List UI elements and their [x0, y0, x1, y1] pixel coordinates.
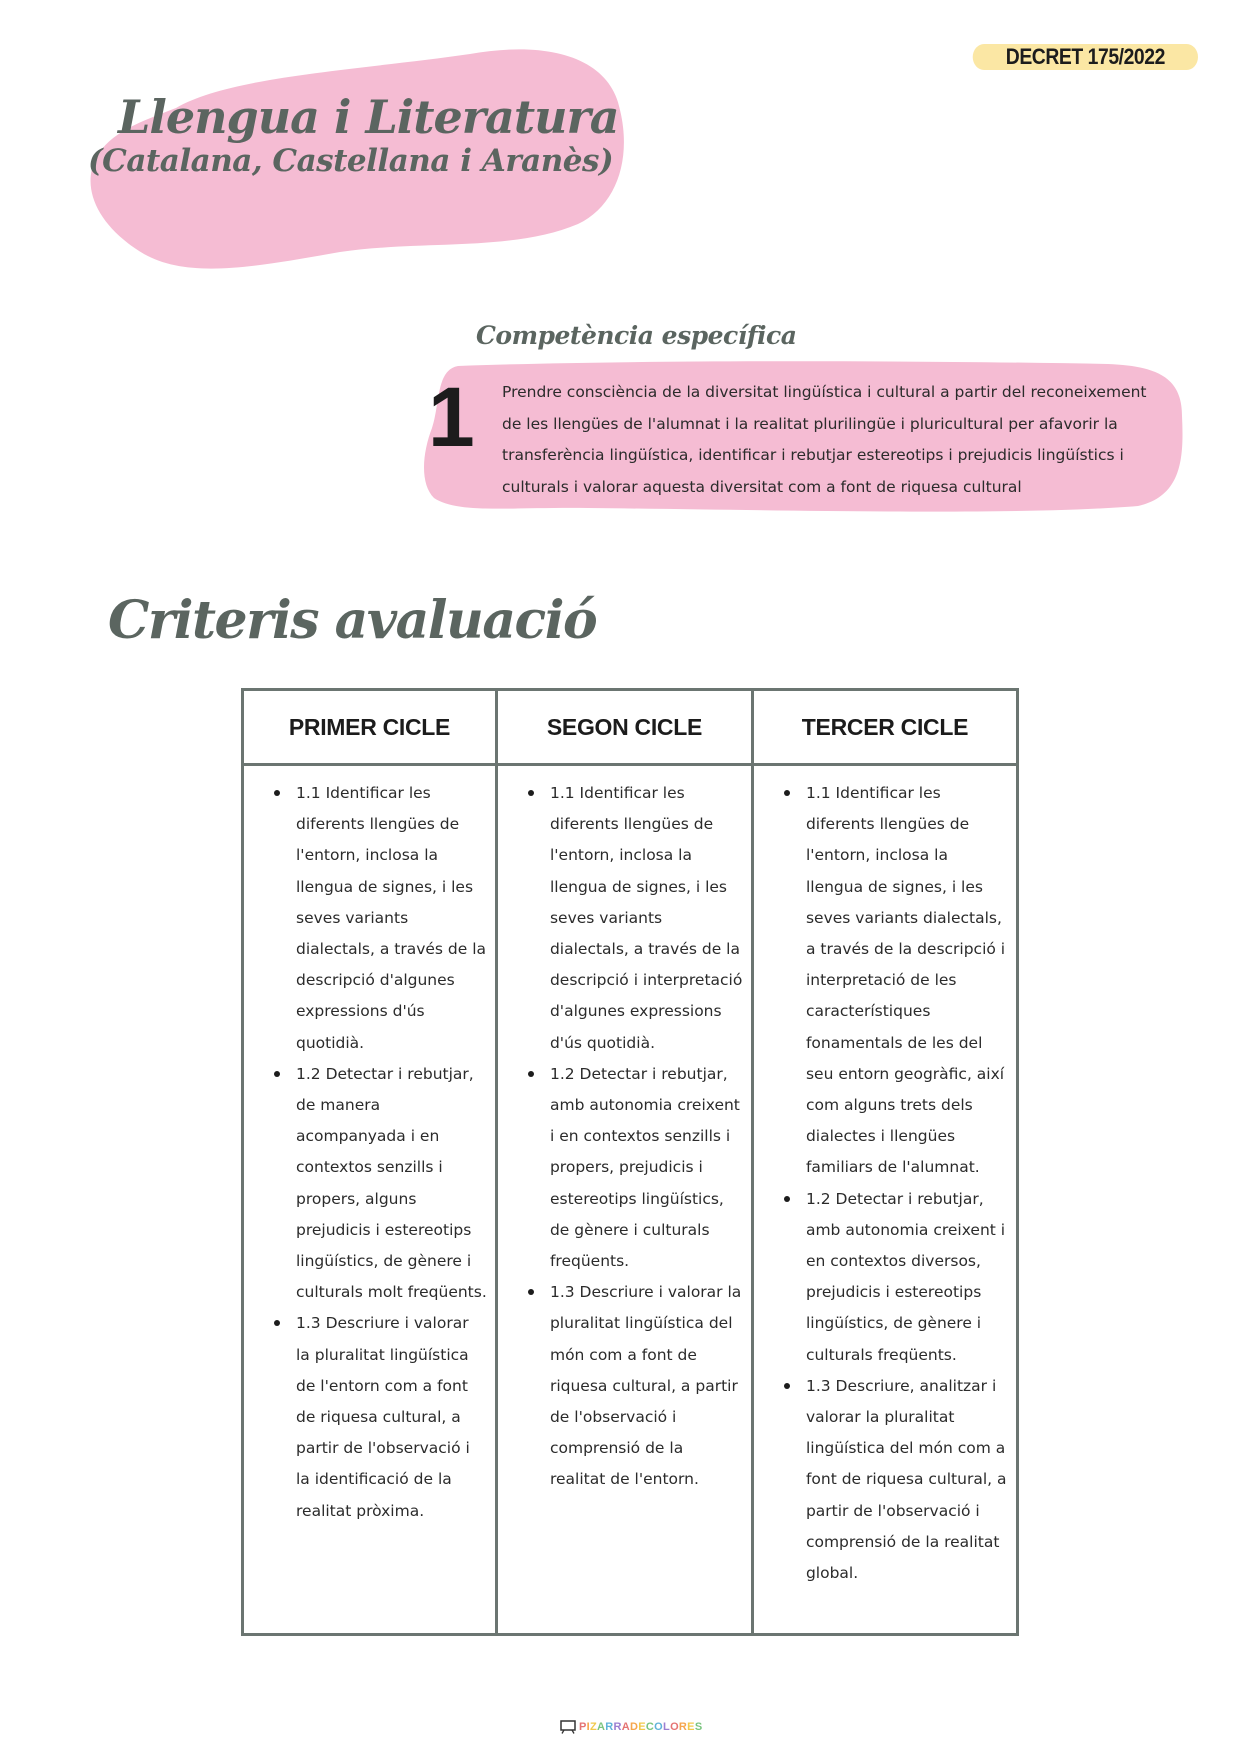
brand-letter: A	[597, 1721, 606, 1733]
criterion-text: 1.1 Identificar les diferents llengües de l'entorn, inclosa la llengua de signes, i les seves variants dialectals, a través de la descripció d'algunes expressions d'ús quotidià.	[296, 784, 487, 1052]
page-subtitle: (Catalana, Castellana i Aranès)	[88, 143, 614, 179]
criterion-1-3	[754, 1371, 1016, 1589]
footer-brand	[579, 1721, 702, 1733]
criterion-text: 1.1 Identificar les diferents llengües de l'entorn, inclosa la llengua de signes, i les seves variants dialectals, a través de la descripció i interpretació de les característiques fonamentals de les del seu entorn geogràfic, així com alguns trets dels dialectes i llengües familiars de l'alumnat.	[805, 784, 1006, 1177]
column-header-primer-cicle: PRIMER CICLE	[243, 690, 497, 765]
bullet-icon	[274, 790, 280, 796]
bullet-icon	[784, 790, 790, 796]
brand-letter: R	[678, 1721, 688, 1733]
brand-letter: P	[579, 1721, 587, 1733]
criterion-1-1	[498, 778, 751, 1059]
tercer-cicle-list	[754, 778, 1016, 1589]
bullet-icon	[274, 1320, 280, 1326]
criterion-1-2	[244, 1059, 495, 1309]
criteria-table	[241, 688, 1019, 1636]
bullet-icon	[784, 1383, 790, 1389]
criterion-1-2	[498, 1059, 751, 1277]
competency-label: Competència específica	[476, 321, 797, 350]
criterion-1-1	[754, 778, 1016, 1184]
footer-logo	[560, 1718, 702, 1736]
competency-number: 1	[428, 370, 475, 464]
primer-cicle-list	[244, 778, 495, 1527]
bullet-icon	[528, 1071, 534, 1077]
criterion-text: 1.1 Identificar les diferents llengües de l'entorn, inclosa la llengua de signes, i les seves variants dialectals, a través de la descripció i interpretació d'algunes expressions d'ús quotidià.	[549, 784, 743, 1052]
criterion-1-3	[498, 1277, 751, 1495]
competency-description: Prendre consciència de la diversitat lingüística i cultural a partir del reconeixement de les llengües de l'alumnat i la realitat plurilingüe i pluricultural per afavorir la transferència lingüística, identificar i rebutjar estereotips i prejudicis lingüístics i culturals i valorar aquesta diversitat com a font de riquesa cultural	[502, 383, 1147, 496]
brand-letter: O	[654, 1721, 664, 1733]
brand-letter: I	[586, 1721, 590, 1733]
criterion-text: 1.3 Descriure i valorar la pluralitat lingüística de l'entorn com a font de riquesa cultural, a partir de l'observació i la identificació de la realitat pròxima.	[296, 1314, 470, 1520]
segon-cicle-list	[498, 778, 751, 1496]
brand-letter: O	[670, 1721, 679, 1733]
bullet-icon	[528, 790, 534, 796]
column-header-tercer-cicle: TERCER CICLE	[752, 690, 1017, 765]
criterion-text: 1.2 Detectar i rebutjar, amb autonomia creixent i en contextos diversos, prejudicis i estereotips lingüístics, de gènere i culturals freqüents.	[805, 1189, 1006, 1364]
chalkboard-icon	[560, 1720, 576, 1734]
criterion-text: 1.2 Detectar i rebutjar, de manera acompanyada i en contextos senzills i propers, alguns prejudicis i estereotips lingüístics, de gènere i culturals molt freqüents.	[296, 1064, 487, 1302]
decree-badge: DECRET 175/2022	[973, 44, 1198, 70]
brand-letter: L	[663, 1721, 671, 1733]
bullet-icon	[274, 1071, 280, 1077]
criterion-1-1	[244, 778, 495, 1059]
brand-letter: R	[613, 1721, 622, 1733]
brand-letter: Z	[590, 1721, 598, 1733]
bullet-icon	[528, 1289, 534, 1295]
criterion-1-2	[754, 1184, 1016, 1371]
brand-letter: D	[630, 1721, 639, 1733]
segon-cicle-cell	[496, 765, 752, 1635]
criterion-1-3	[244, 1308, 495, 1526]
column-header-segon-cicle: SEGON CICLE	[496, 690, 752, 765]
brand-letter: R	[605, 1721, 614, 1733]
criterion-text: 1.2 Detectar i rebutjar, amb autonomia creixent i en contextos senzills i propers, prejudicis i estereotips lingüístics, de gènere i culturals freqüents.	[549, 1064, 740, 1271]
criterion-text: 1.3 Descriure, analitzar i valorar la pluralitat lingüística del món com a font de riquesa cultural, a partir de l'observació i comprensió de la realitat global.	[805, 1376, 1007, 1583]
criteria-title: Criteris avaluació	[108, 590, 597, 651]
brand-letter: E	[638, 1721, 646, 1733]
criteria-body-row	[243, 765, 1018, 1635]
bullet-icon	[784, 1196, 790, 1202]
brand-letter: E	[687, 1721, 695, 1733]
brand-letter: C	[645, 1721, 655, 1733]
criteria-header-row	[243, 690, 1018, 765]
brand-letter: S	[694, 1721, 703, 1733]
tercer-cicle-cell	[752, 765, 1017, 1635]
brand-letter: A	[621, 1721, 631, 1733]
criterion-text: 1.3 Descriure i valorar la pluralitat lingüística del món com a font de riquesa cultural, a partir de l'observació i comprensió de la realitat de l'entorn.	[549, 1283, 742, 1489]
page-title: Llengua i Literatura	[118, 90, 619, 144]
primer-cicle-cell	[243, 765, 497, 1635]
